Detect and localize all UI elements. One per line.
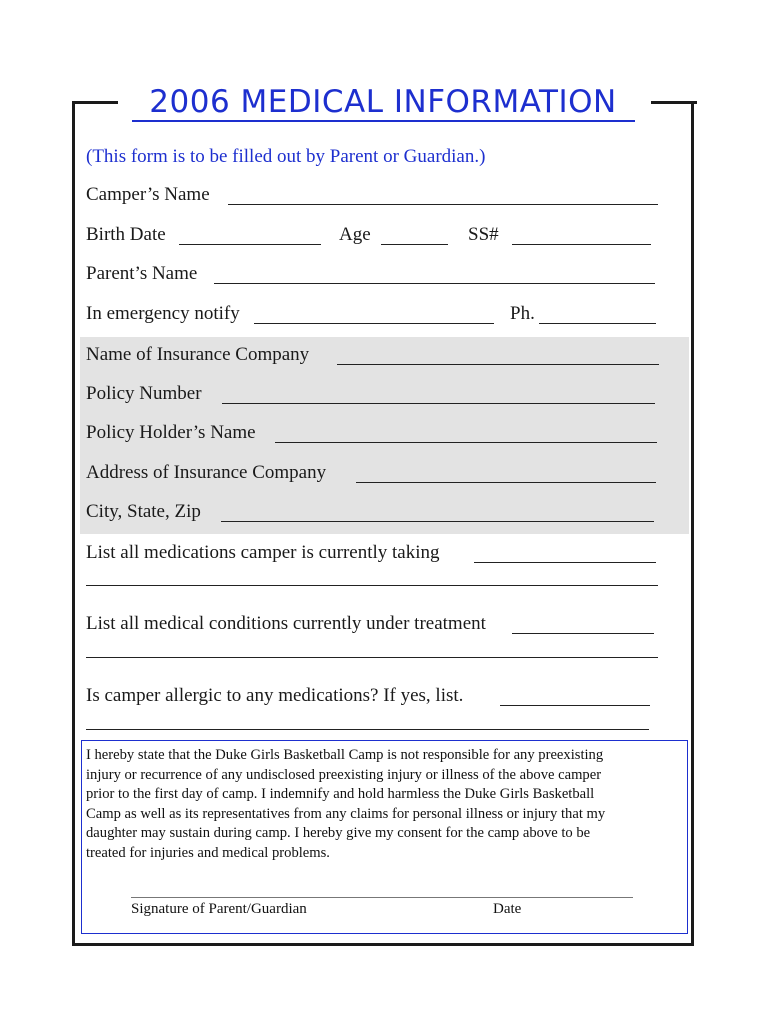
statement-line: I hereby state that the Duke Girls Basketball Camp is not responsible for any preexisting (86, 747, 604, 763)
city-state-zip-label: City, State, Zip (86, 501, 201, 522)
insurance-address-field[interactable] (356, 482, 656, 483)
insurance-address-label: Address of Insurance Company (86, 462, 327, 483)
birth-date-label: Birth Date (86, 224, 166, 245)
liability-statement (86, 746, 686, 864)
campers-name-label: Camper’s Name (86, 184, 210, 205)
medications-field[interactable] (474, 562, 656, 563)
form-border-top-left (72, 101, 118, 104)
medications-field-continued[interactable] (86, 585, 658, 586)
emergency-notify-field[interactable] (254, 323, 494, 324)
age-field[interactable] (381, 244, 448, 245)
form-border-top-right (651, 101, 697, 104)
allergies-field[interactable] (500, 705, 650, 706)
parents-name-label: Parent’s Name (86, 263, 198, 284)
form-title: 2006 MEDICAL INFORMATION (149, 84, 617, 120)
conditions-field-continued[interactable] (86, 657, 658, 658)
ss-field[interactable] (512, 244, 651, 245)
policy-holder-field[interactable] (275, 442, 657, 443)
phone-field[interactable] (539, 323, 656, 324)
signature-label: Signature of Parent/Guardian (131, 901, 307, 917)
medications-label: List all medications camper is currently taking (86, 542, 440, 563)
birth-date-field[interactable] (179, 244, 321, 245)
statement-line: treated for injuries and medical problems. (86, 844, 330, 861)
policy-number-field[interactable] (222, 403, 655, 404)
insurance-company-field[interactable] (337, 364, 659, 365)
age-label: Age (339, 224, 371, 245)
title-underline (132, 120, 635, 122)
conditions-label: List all medical conditions currently under treatment (86, 613, 486, 634)
city-state-zip-field[interactable] (221, 521, 654, 522)
statement-line: injury or recurrence of any undisclosed preexisting injury or illness of the above camper (86, 766, 602, 783)
statement-line: prior to the first day of camp. I indemnify and hold harmless the Duke Girls Basketball (86, 786, 595, 803)
policy-number-label: Policy Number (86, 383, 202, 404)
statement-line: daughter may sustain during camp. I hereby give my consent for the camp above to be (86, 825, 591, 842)
statement-line: Camp as well as its representatives from any claims for personal illness or injury that my (86, 805, 606, 822)
conditions-field[interactable] (512, 633, 654, 634)
signature-field[interactable] (131, 897, 633, 898)
allergies-field-continued[interactable] (86, 729, 649, 730)
date-label: Date (493, 901, 522, 917)
emergency-notify-label: In emergency notify (86, 303, 240, 324)
policy-holder-label: Policy Holder’s Name (86, 422, 256, 443)
ss-label: SS# (468, 224, 499, 245)
phone-label: Ph. (510, 303, 535, 324)
form-instructions: (This form is to be filled out by Parent or Guardian.) (86, 146, 486, 167)
insurance-company-label: Name of Insurance Company (86, 344, 310, 365)
campers-name-field[interactable] (228, 204, 658, 205)
parents-name-field[interactable] (214, 283, 655, 284)
allergies-label: Is camper allergic to any medications? If yes, list. (86, 685, 464, 706)
